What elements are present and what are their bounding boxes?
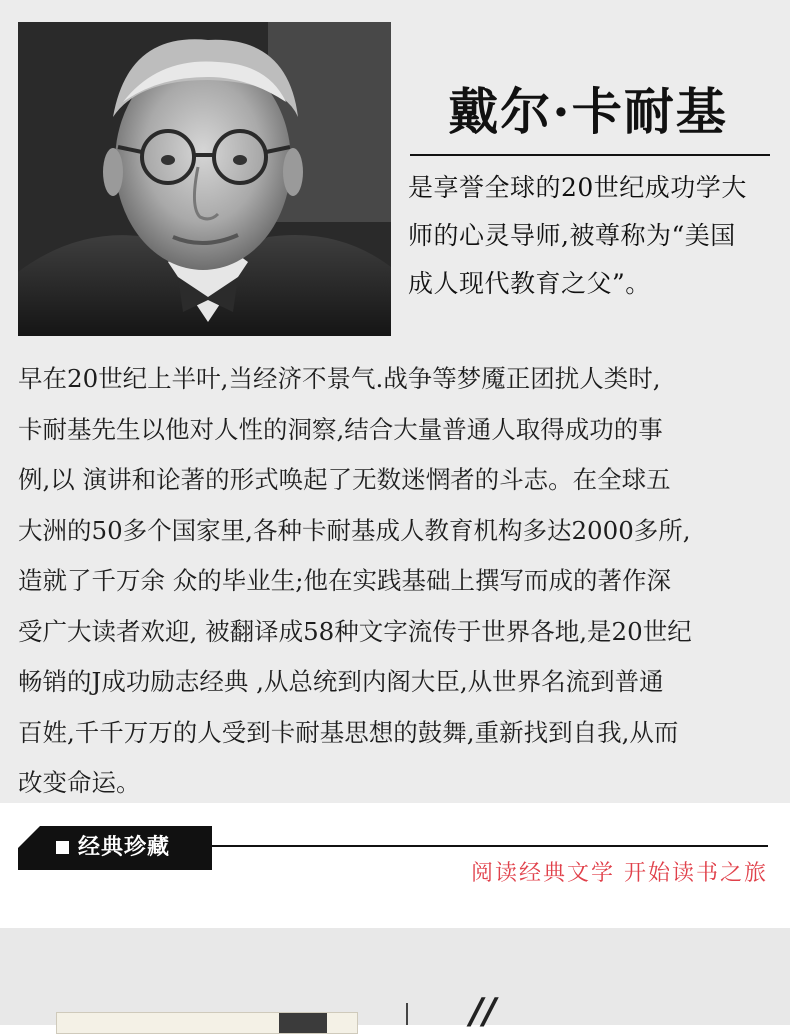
biography-line: 卡耐基先生以他对人性的洞察,结合大量普通人取得成功的事 [18,414,663,444]
double-slash-decoration: // [470,991,497,1032]
author-biography [18,354,778,809]
biography-line: 造就了千万余 众的毕业生;他在实践基础上撰写而成的著作深 [18,566,672,595]
section-divider [212,845,768,847]
biography-line: 畅销的J成功励志经典 ,从总统到内阁大臣,从世界名流到普通 [18,667,664,696]
biography-line: 改变命运。 [18,768,141,797]
name-underline-divider [410,154,770,156]
portrait-illustration [18,22,391,336]
section-label-corner-decoration [18,826,40,870]
author-intro-line: 师的心灵导师,被尊称为“美国 [408,221,736,250]
section-label-classic-collection [40,826,212,870]
biography-line: 早在20世纪上半叶,当经济不景气.战争等梦魇正团扰人类时, [18,364,661,393]
section-tagline: 阅读经典文学 开始读书之旅 [471,861,768,886]
author-name: 戴尔·卡耐基 [448,82,728,141]
vertical-divider [406,1003,408,1025]
book-cover-dark-band [279,1013,327,1033]
biography-line: 百姓,千千万万的人受到卡耐基思想的鼓舞,重新找到自我,从而 [18,717,679,747]
section-label-text: 经典珍藏 [78,835,171,860]
biography-line: 例,以 演讲和论著的形式唤起了无数迷惘者的斗志。在全球五 [18,465,671,494]
biography-line: 大洲的50多个国家里,各种卡耐基成人教育机构多达2000多所, [18,515,691,545]
book-preview-panel [0,928,790,1025]
author-intro [408,164,780,308]
biography-line: 受广大读者欢迎, 被翻译成58种文字流传于世界各地,是20世纪 [18,616,692,646]
square-bullet-icon [56,841,69,854]
author-intro-line: 是享誉全球的20世纪成功学大 [408,173,747,202]
author-portrait-image [18,22,391,336]
book-cover-image [56,1012,358,1034]
author-intro-line: 成人现代教育之父”。 [408,269,651,298]
